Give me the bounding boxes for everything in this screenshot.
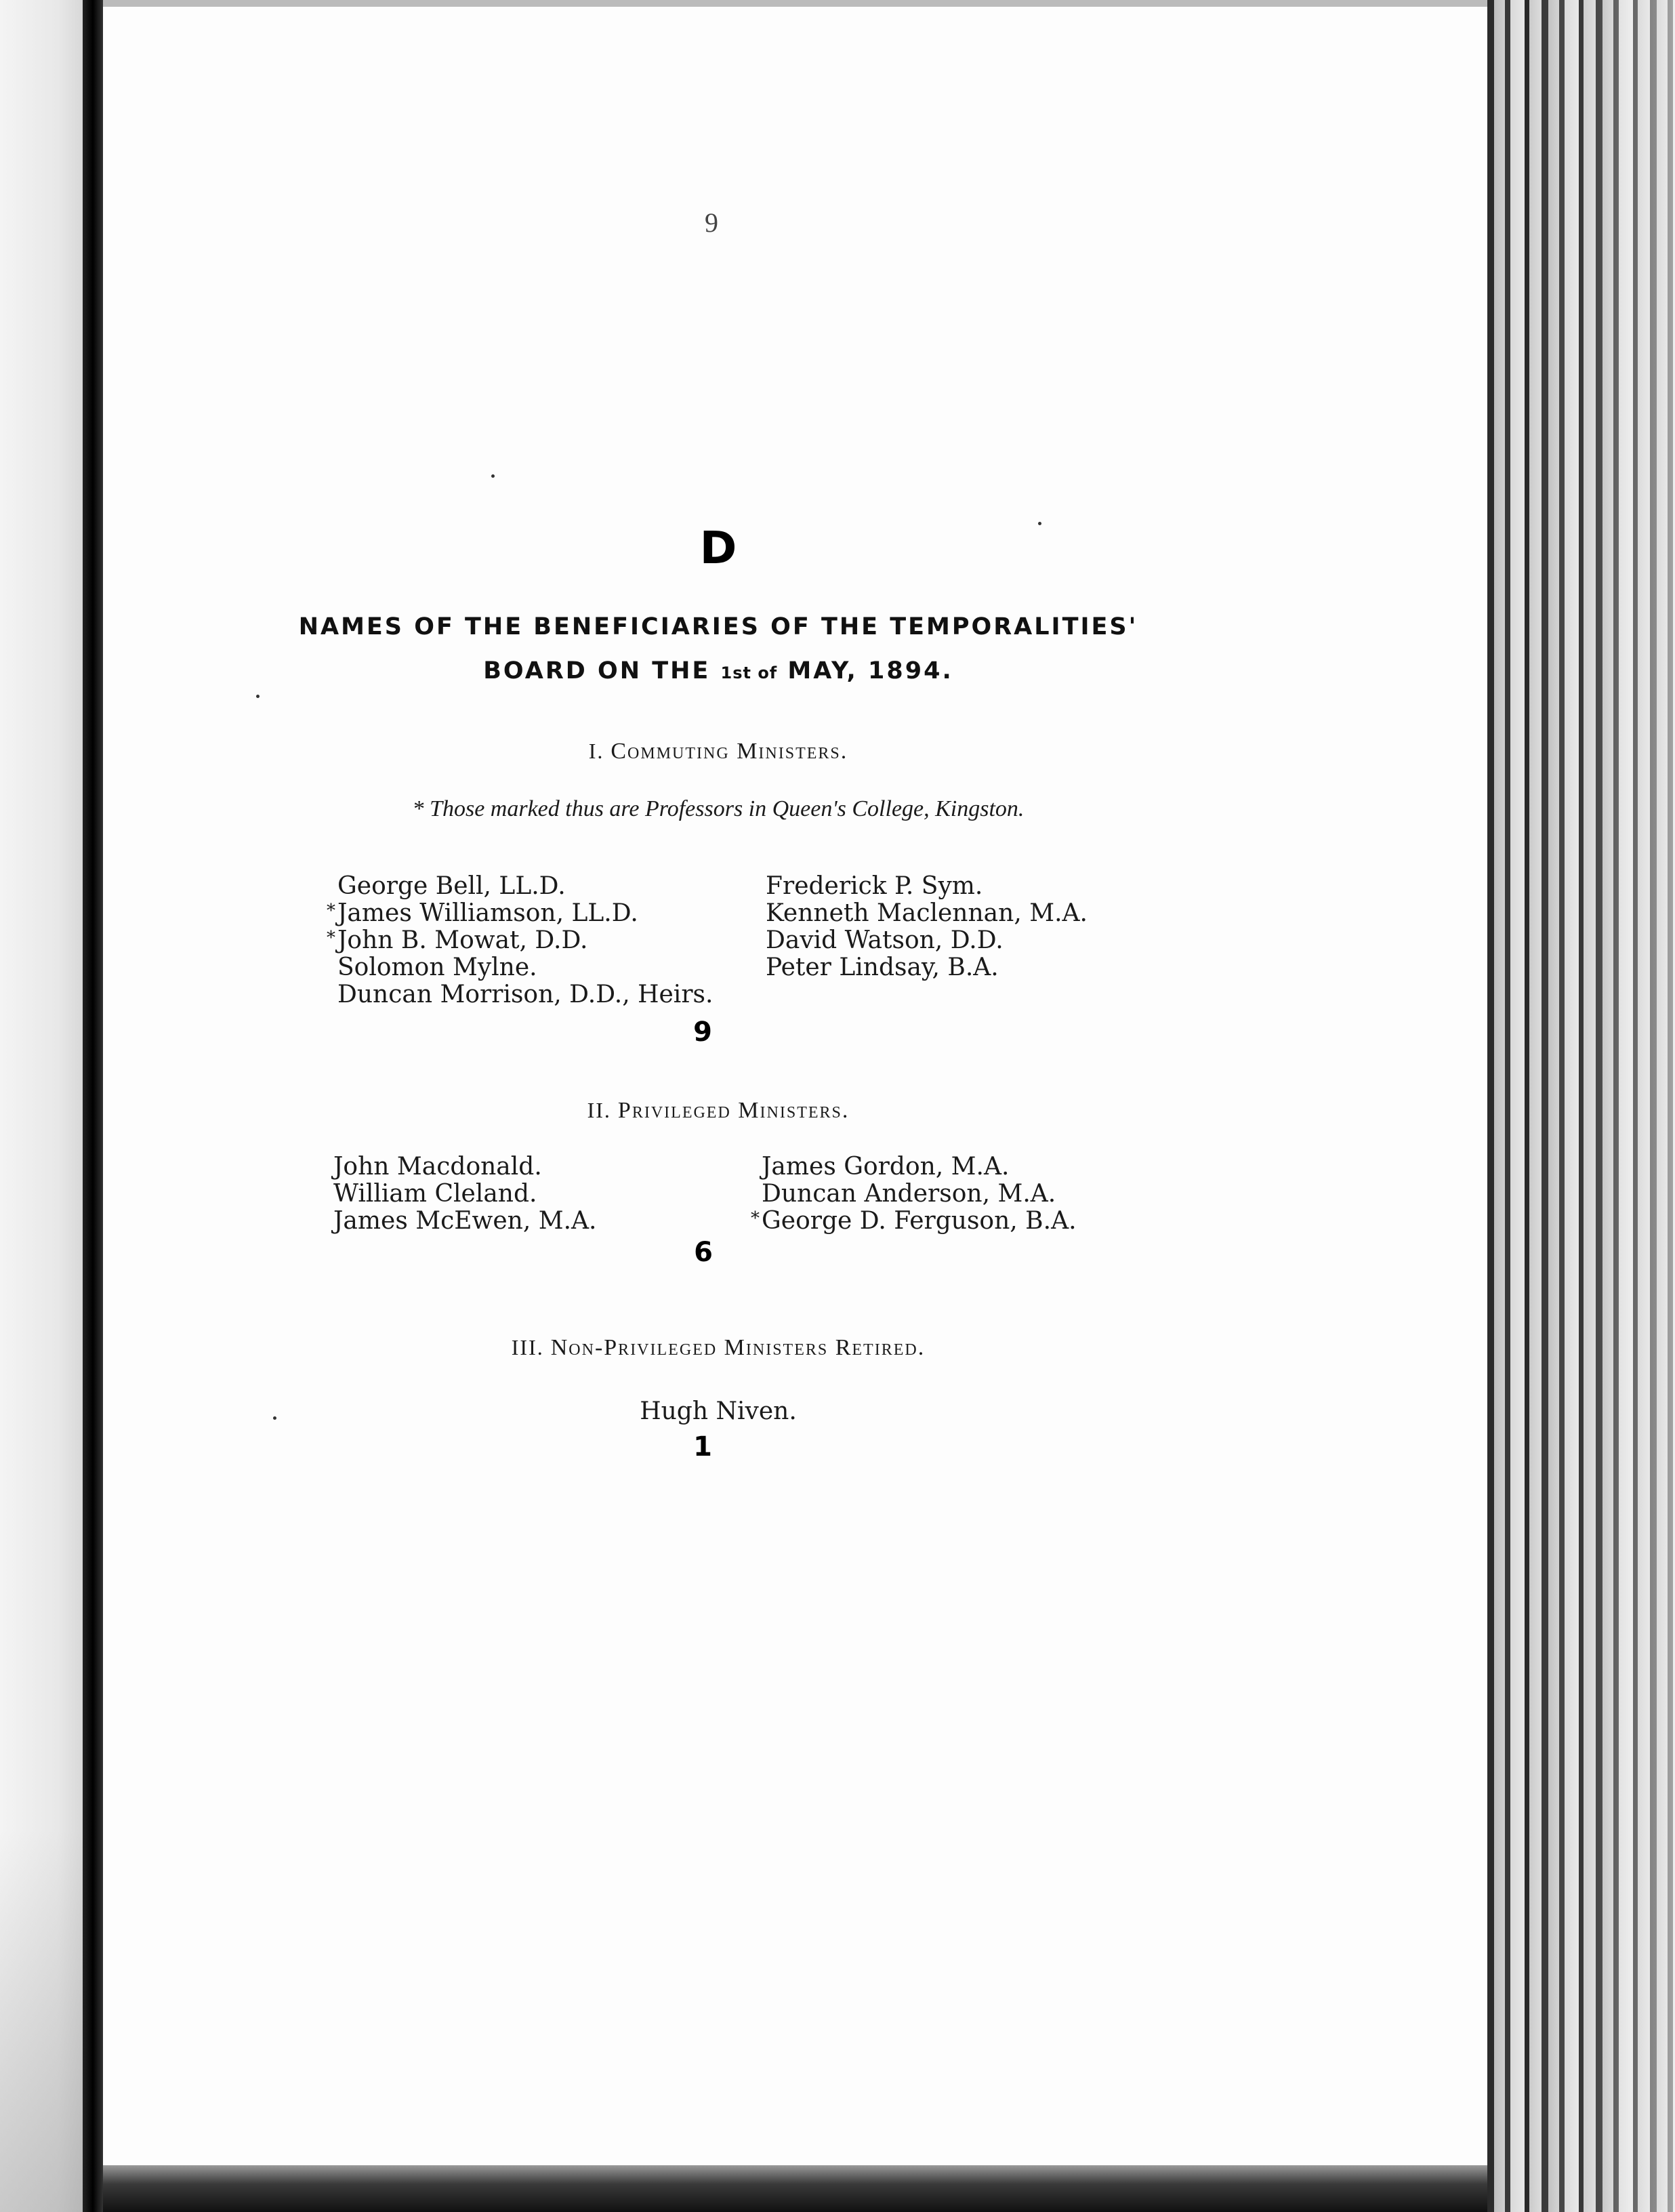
- list-item: [766, 954, 1088, 981]
- footnote-marker: *: [412, 796, 424, 821]
- list-item: [327, 899, 713, 927]
- section-title: Non-Privileged Ministers Retired.: [550, 1335, 926, 1360]
- document-title-line-1: NAMES OF THE BENEFICIARIES OF THE TEMPORALITIES': [298, 613, 1138, 640]
- left-margin-shadow: [0, 1830, 83, 2212]
- minister-name: Frederick P. Sym.: [766, 872, 983, 900]
- footnote-text: Those marked thus are Professors in Queen's College, Kingston.: [430, 796, 1025, 821]
- list-item: [762, 1181, 1077, 1208]
- scan-speck: [1038, 522, 1041, 525]
- list-item: [337, 954, 713, 981]
- list-item: [333, 1181, 597, 1208]
- commuting-left-column: [327, 872, 714, 1008]
- privileged-left-column: [333, 1153, 597, 1235]
- section-title: Commuting Ministers.: [611, 739, 848, 764]
- non-privileged-count: 1: [693, 1431, 712, 1462]
- list-item: [337, 873, 713, 900]
- list-item: [751, 1207, 1077, 1235]
- minister-name: James McEwen, M.A.: [333, 1207, 597, 1235]
- appendix-letter: D: [699, 522, 737, 574]
- minister-name: William Cleland.: [333, 1180, 537, 1208]
- list-item: [327, 926, 713, 954]
- right-page-edges-highlight: [1487, 0, 1675, 2212]
- privileged-count: 6: [694, 1237, 713, 1268]
- section-number: I.: [588, 739, 604, 763]
- title-line-2-start: BOARD ON THE: [483, 657, 721, 684]
- document-title-line-2: [203, 657, 1233, 684]
- section-number: III.: [511, 1335, 544, 1359]
- privileged-right-column: [751, 1153, 1077, 1235]
- section-heading-privileged: [203, 1098, 1233, 1124]
- minister-name: George Bell, LL.D.: [337, 872, 566, 900]
- minister-name: John B. Mowat, D.D.: [337, 926, 588, 954]
- minister-name: John Macdonald.: [333, 1153, 542, 1181]
- star-marker: *: [327, 928, 335, 948]
- minister-name: Peter Lindsay, B.A.: [766, 954, 999, 981]
- section-heading-commuting: [203, 739, 1233, 764]
- list-item: [766, 873, 1088, 900]
- professors-footnote: [203, 796, 1233, 822]
- list-item: [766, 900, 1088, 927]
- page-number: 9: [705, 207, 718, 238]
- minister-name: James Gordon, M.A.: [762, 1153, 1010, 1181]
- minister-name: Solomon Mylne.: [337, 954, 537, 981]
- commuting-count: 9: [693, 1017, 712, 1048]
- scan-speck: [256, 695, 260, 698]
- list-item: [337, 981, 713, 1008]
- minister-name: David Watson, D.D.: [766, 926, 1004, 954]
- list-item: [762, 1153, 1077, 1181]
- bottom-page-edge: [103, 2165, 1487, 2212]
- minister-name: James Williamson, LL.D.: [337, 899, 638, 927]
- commuting-right-column: [766, 873, 1088, 981]
- minister-name: Duncan Morrison, D.D., Heirs.: [337, 981, 714, 1008]
- scan-speck: [491, 474, 495, 478]
- section-title: Privileged Ministers.: [617, 1098, 850, 1123]
- minister-name: Kenneth Maclennan, M.A.: [766, 899, 1088, 927]
- section-number: II.: [587, 1098, 611, 1122]
- book-binding: [83, 0, 103, 2212]
- title-line-2-end: MAY, 1894.: [777, 657, 953, 684]
- top-page-edge: [103, 0, 1487, 7]
- minister-name: George D. Ferguson, B.A.: [762, 1207, 1077, 1235]
- list-item: [333, 1208, 597, 1235]
- section-heading-non-privileged: [203, 1335, 1233, 1361]
- title-date-fragment: 1st of: [720, 663, 778, 682]
- star-marker: *: [751, 1208, 760, 1229]
- minister-name: Duncan Anderson, M.A.: [762, 1180, 1056, 1208]
- list-item: [333, 1153, 597, 1181]
- list-item: [766, 927, 1088, 954]
- retired-minister-name: Hugh Niven.: [640, 1397, 797, 1425]
- star-marker: *: [327, 901, 335, 921]
